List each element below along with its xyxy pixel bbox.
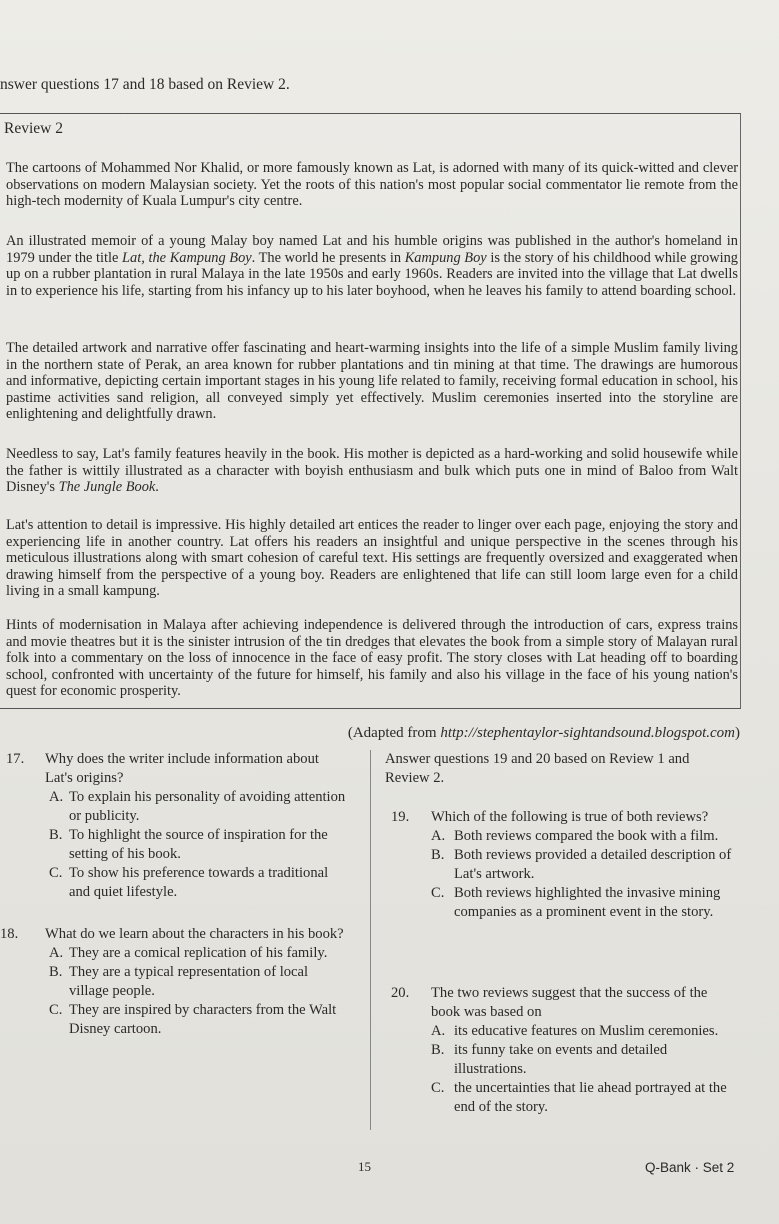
option[interactable] xyxy=(6,864,350,902)
option[interactable] xyxy=(6,1001,350,1039)
option-text: Both reviews compared the book with a film. xyxy=(454,828,719,844)
question-number: 18. xyxy=(0,926,19,942)
option[interactable] xyxy=(6,788,350,826)
option[interactable] xyxy=(385,1022,735,1041)
question-number: 19. xyxy=(391,809,410,825)
column-divider xyxy=(370,750,371,1130)
option-text: the uncertainties that lie ahead portrayed at the end of the story. xyxy=(454,1080,727,1115)
source-citation xyxy=(300,725,740,742)
option-letter: A. xyxy=(431,828,446,844)
review-paragraph-6: Hints of modernisation in Malaya after achieving independence is delivered through the introduction of cars, express trains and movie theatres but it is the sinister intrusion of the tin dredges that elevates the book from a simple story of Malayan rural folk into a commentary on the loss of innocence in the face of easy profit. The story closes with Lat heading off to boarding school, confronted with uncertainty of the future for himself, his family and also his village in the face of his young nation's quest for economic prosperity. xyxy=(6,617,738,700)
question-text: Which of the following is true of both reviews? xyxy=(431,809,709,825)
review-paragraph-4: Needless to say, Lat's family features heavily in the book. His mother is depicted as a hard-working and solid housewife while the father is wittily illustrated as a character with boyish enthusiasm and bulk which puts one in mind of Baloo from Walt Disney's The Jungle Book. xyxy=(6,446,738,496)
option-text: its educative features on Muslim ceremonies. xyxy=(454,1023,719,1039)
source-prefix: (Adapted from xyxy=(347,725,441,741)
review-title: Review 2 xyxy=(4,120,63,137)
review-paragraph-2: An illustrated memoir of a young Malay boy named Lat and his humble origins was published in the author's homeland in 1979 under the title Lat, the Kampung Boy. The world he presents in Kampung Boy is the story of his childhood while growing up on a rubber plantation in rural Malaya in the late 1950s and early 1960s. Readers are invited into the village that Lat dwells in to experience his life, starting from his infancy up to his later boyhood, when he leaves his family to attend boarding school. xyxy=(6,233,738,299)
question-17 xyxy=(6,750,350,902)
option[interactable] xyxy=(6,944,350,963)
option-letter: B. xyxy=(49,964,63,980)
option[interactable] xyxy=(385,827,735,846)
question-number: 17. xyxy=(6,751,25,767)
option-letter: A. xyxy=(431,1023,446,1039)
option-text: Both reviews highlighted the invasive mining companies as a prominent event in the story. xyxy=(454,885,721,920)
option[interactable] xyxy=(385,1079,735,1117)
option-text: They are inspired by characters from the Walt Disney cartoon. xyxy=(69,1002,337,1037)
option-letter: A. xyxy=(49,789,64,805)
instruction-text: nswer questions 17 and 18 based on Review 2. xyxy=(0,76,290,93)
review-paragraph-1: The cartoons of Mohammed Nor Khalid, or more famously known as Lat, is adorned with many of its quick-witted and clever observations on modern Malaysian society. Yet the roots of this nation's most popular social commentator lie remote from the high-tech modernity of Kuala Lumpur's city centre. xyxy=(6,160,738,210)
page-number: 15 xyxy=(358,1159,371,1174)
option[interactable] xyxy=(385,1041,735,1079)
option-letter: B. xyxy=(431,847,445,863)
question-number: 20. xyxy=(391,985,410,1001)
option-text: They are a comical replication of his family. xyxy=(69,945,328,961)
option-text: its funny take on events and detailed illustrations. xyxy=(454,1042,668,1077)
option-text: To highlight the source of inspiration for the setting of his book. xyxy=(69,827,328,862)
source-suffix: ) xyxy=(735,725,740,741)
option[interactable] xyxy=(6,826,350,864)
option-letter: C. xyxy=(49,1002,63,1018)
option-letter: A. xyxy=(49,945,64,961)
option-letter: B. xyxy=(431,1042,445,1058)
option-text: To explain his personality of avoiding attention or publicity. xyxy=(69,789,346,824)
question-text: What do we learn about the characters in his book? xyxy=(45,926,344,942)
option-text: Both reviews provided a detailed description of Lat's artwork. xyxy=(454,847,732,882)
option-letter: C. xyxy=(431,1080,445,1096)
option[interactable] xyxy=(6,963,350,1001)
source-url: http://stephentaylor-sightandsound.blogspot.com xyxy=(440,725,735,741)
right-column-intro xyxy=(385,750,735,788)
option[interactable] xyxy=(385,846,735,884)
option-letter: C. xyxy=(49,865,63,881)
right-instruction-text: Answer questions 19 and 20 based on Review 1 and Review 2. xyxy=(385,751,690,786)
question-text: Why does the writer include information about Lat's origins? xyxy=(45,751,319,786)
option[interactable] xyxy=(385,884,735,922)
question-text: The two reviews suggest that the success of the book was based on xyxy=(431,985,708,1020)
option-letter: C. xyxy=(431,885,445,901)
question-18 xyxy=(0,925,350,1039)
review-paragraph-5: Lat's attention to detail is impressive. His highly detailed art entices the reader to linger over each page, enjoying the story and experiencing life in another country. Lat offers his readers an insightful and unique perspective in the scenes through his meticulous illustrations along with smart cohesion of careful text. His settings are frequently oversized and exaggerated when drawing himself from the perspective of a young boy. Readers are enlightened that life can still loom large even for a child living in a small kampung. xyxy=(6,517,738,600)
option-text: They are a typical representation of local village people. xyxy=(69,964,309,999)
question-19 xyxy=(385,808,735,922)
review-paragraph-3: The detailed artwork and narrative offer fascinating and heart-warming insights into the life of a simple Muslim family living in the northern state of Perak, an area known for rubber plantations and tin mining at that time. The drawings are humorous and informative, depicting certain important stages in his young life related to family, receiving formal education in school, his pastime activities sand religion, all conveyed simply yet effectively. Muslim ceremonies inserted into the storyline are enlightening and delightfully drawn. xyxy=(6,340,738,423)
option-letter: B. xyxy=(49,827,63,843)
footer-label: Q-Bank · Set 2 xyxy=(645,1160,735,1175)
option-text: To show his preference towards a traditional and quiet lifestyle. xyxy=(69,865,329,900)
question-20 xyxy=(385,984,735,1117)
